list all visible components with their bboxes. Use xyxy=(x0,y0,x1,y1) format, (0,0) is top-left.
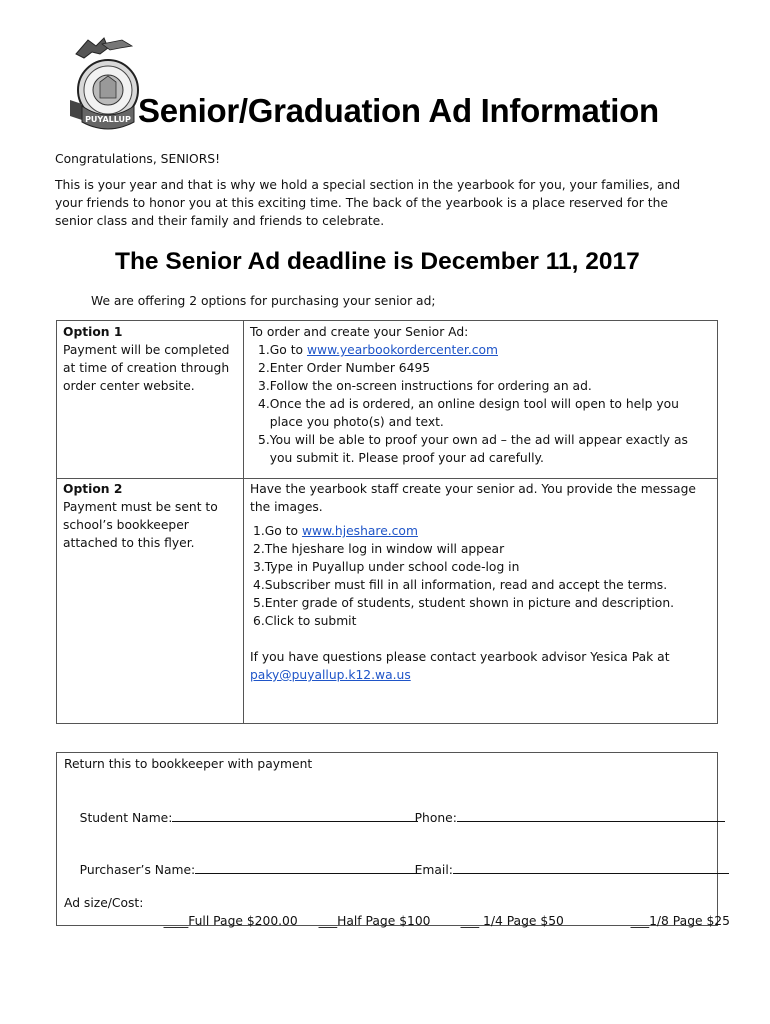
options-table xyxy=(56,320,718,724)
form-heading: Return this to bookkeeper with payment xyxy=(64,757,313,771)
hjeshare-link[interactable]: www.hjeshare.com xyxy=(301,524,418,538)
table-column-divider xyxy=(243,321,244,723)
list-item: 2. The hjeshare log in window will appear xyxy=(253,542,505,556)
deadline-heading: The Senior Ad deadline is December 11, 2017 xyxy=(115,248,640,275)
list-item: 6. Click to submit xyxy=(253,614,357,628)
phone-label: Phone: xyxy=(414,811,457,825)
option-2-label: Option 2 xyxy=(63,482,123,496)
option-2-instructions xyxy=(250,480,712,684)
ad-option-quarter-page[interactable]: ___ 1/4 Page $50 xyxy=(460,914,564,928)
option-2-description: Payment must be sent to school’s bookkeeper attached to this flyer. xyxy=(63,500,218,550)
list-item: 3. Type in Puyallup under school code-log in xyxy=(253,560,520,574)
advisor-email-link[interactable]: paky@puyallup.k12.wa.us xyxy=(250,668,411,682)
email-label: Email: xyxy=(414,863,453,877)
student-name-label: Student Name: xyxy=(79,811,173,825)
phone-field[interactable] xyxy=(399,790,725,845)
list-item: 5. Enter grade of students, student shown in picture and description. xyxy=(253,596,675,610)
option-1-description: Payment will be completed at time of creation through order center website. xyxy=(63,343,230,393)
list-item: 5. You will be able to proof your own ad – the ad will appear exactly as you submit it. Please proof your ad carefully. xyxy=(258,433,688,465)
option-1-steps xyxy=(250,341,712,467)
contact-text: If you have questions please contact yearbook advisor Yesica Pak at xyxy=(250,650,670,664)
svg-text:PUYALLUP: PUYALLUP xyxy=(85,115,131,124)
purchaser-name-field[interactable] xyxy=(64,842,421,897)
option-1-instructions xyxy=(250,323,712,467)
list-item: 4. Once the ad is ordered, an online design tool will open to help you place you photo(s) and text. xyxy=(258,397,679,429)
ad-option-half-page[interactable]: ___Half Page $100 xyxy=(318,914,431,928)
option-2-cell xyxy=(63,480,241,552)
option-2-intro: Have the yearbook staff create your senior ad. You provide the message the images. xyxy=(250,482,696,514)
ad-size-label: Ad size/Cost: xyxy=(64,896,144,910)
option-1-intro: To order and create your Senior Ad: xyxy=(250,325,469,339)
list-item: 1. Go to www.yearbookordercenter.com xyxy=(258,343,498,357)
school-crest-logo xyxy=(62,34,150,132)
email-field[interactable] xyxy=(399,842,729,897)
greeting-text: Congratulations, SENIORS! xyxy=(55,152,221,166)
ad-option-full-page[interactable]: ____Full Page $200.00 xyxy=(163,914,298,928)
list-item: 1. Go to www.hjeshare.com xyxy=(253,524,418,538)
puyallup-school-crest-icon xyxy=(62,34,150,132)
list-item: 3. Follow the on-screen instructions for ordering an ad. xyxy=(258,379,592,393)
student-name-field[interactable] xyxy=(64,790,418,845)
offer-text: We are offering 2 options for purchasing your senior ad; xyxy=(91,294,436,308)
option-1-cell xyxy=(63,323,241,395)
return-form xyxy=(56,752,730,928)
ad-option-eighth-page[interactable]: ___1/8 Page $25 xyxy=(630,914,730,928)
list-item: 2. Enter Order Number 6495 xyxy=(258,361,431,375)
intro-paragraph: This is your year and that is why we hold a special section in the yearbook for you, your families, and your friends to honor you at this exciting time. The back of the yearbook is a place reserved for the senior class and their family and friends to celebrate. xyxy=(55,178,681,228)
purchaser-name-label: Purchaser’s Name: xyxy=(79,863,196,877)
page-title: Senior/Graduation Ad Information xyxy=(138,92,659,129)
option-1-label: Option 1 xyxy=(63,325,123,339)
yearbook-order-center-link[interactable]: www.yearbookordercenter.com xyxy=(306,343,498,357)
list-item: 4. Subscriber must fill in all information, read and accept the terms. xyxy=(253,578,668,592)
table-row-divider xyxy=(57,478,717,479)
option-2-steps xyxy=(250,522,712,630)
